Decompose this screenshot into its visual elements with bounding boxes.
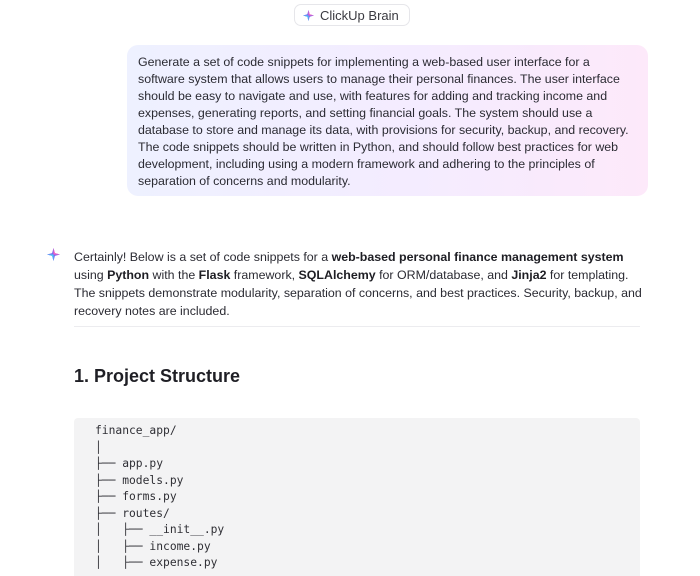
intro-text-2: using bbox=[74, 268, 108, 282]
code-line: ├── forms.py bbox=[95, 490, 177, 503]
user-prompt-text: Generate a set of code snippets for implementing a web-based user interface for a software system that allows users to manage their personal finances. The user interface should be easy to navigate and use, with features for adding and tracking income and expenses, generating reports, and setting financial goals. The system should use a database to store and manage its data, with provisions for security, backup, and recovery. The code snippets should be written in Python, and should follow best practices for web development, including using a modern framework and adhering to the principles of separation of concerns and modularity. bbox=[138, 55, 629, 188]
code-block[interactable] bbox=[74, 418, 640, 576]
intro-text-4: framework, bbox=[230, 268, 299, 282]
brand-label: ClickUp Brain bbox=[320, 7, 399, 23]
code-line: │ ├── expense.py bbox=[95, 556, 218, 569]
intro-bold-5: Jinja2 bbox=[511, 268, 547, 282]
assistant-sparkle-icon bbox=[47, 248, 60, 266]
code-line: │ ├── income.py bbox=[95, 539, 211, 553]
intro-text-3: with the bbox=[149, 268, 199, 282]
assistant-intro-paragraph bbox=[74, 248, 642, 320]
code-line: │ bbox=[95, 440, 102, 454]
code-line: finance_app/ bbox=[95, 424, 177, 437]
clickup-brain-badge[interactable] bbox=[294, 4, 410, 26]
intro-text-5: for ORM/database, and bbox=[375, 268, 512, 282]
intro-text-1: Certainly! Below is a set of code snippets for a bbox=[74, 250, 332, 264]
code-line: ├── app.py bbox=[95, 457, 164, 470]
intro-bold-4: SQLAlchemy bbox=[298, 268, 376, 282]
section-divider bbox=[74, 326, 640, 327]
code-line: ├── models.py bbox=[95, 473, 184, 487]
intro-bold-3: Flask bbox=[198, 268, 231, 282]
intro-bold-2: Python bbox=[107, 268, 150, 282]
section-heading: 1. Project Structure bbox=[74, 366, 241, 386]
code-line: ├── routes/ bbox=[95, 506, 170, 520]
clickup-brain-sparkle-icon bbox=[303, 10, 314, 21]
user-prompt-bubble bbox=[127, 45, 648, 196]
code-line: │ ├── __init__.py bbox=[95, 523, 225, 536]
intro-text-6: for templating. The snippets demonstrate modularity, separation of concerns, and best practices. Security, backup, and recovery notes are included. bbox=[74, 268, 642, 318]
intro-bold-1: web-based personal finance management system bbox=[331, 250, 624, 264]
